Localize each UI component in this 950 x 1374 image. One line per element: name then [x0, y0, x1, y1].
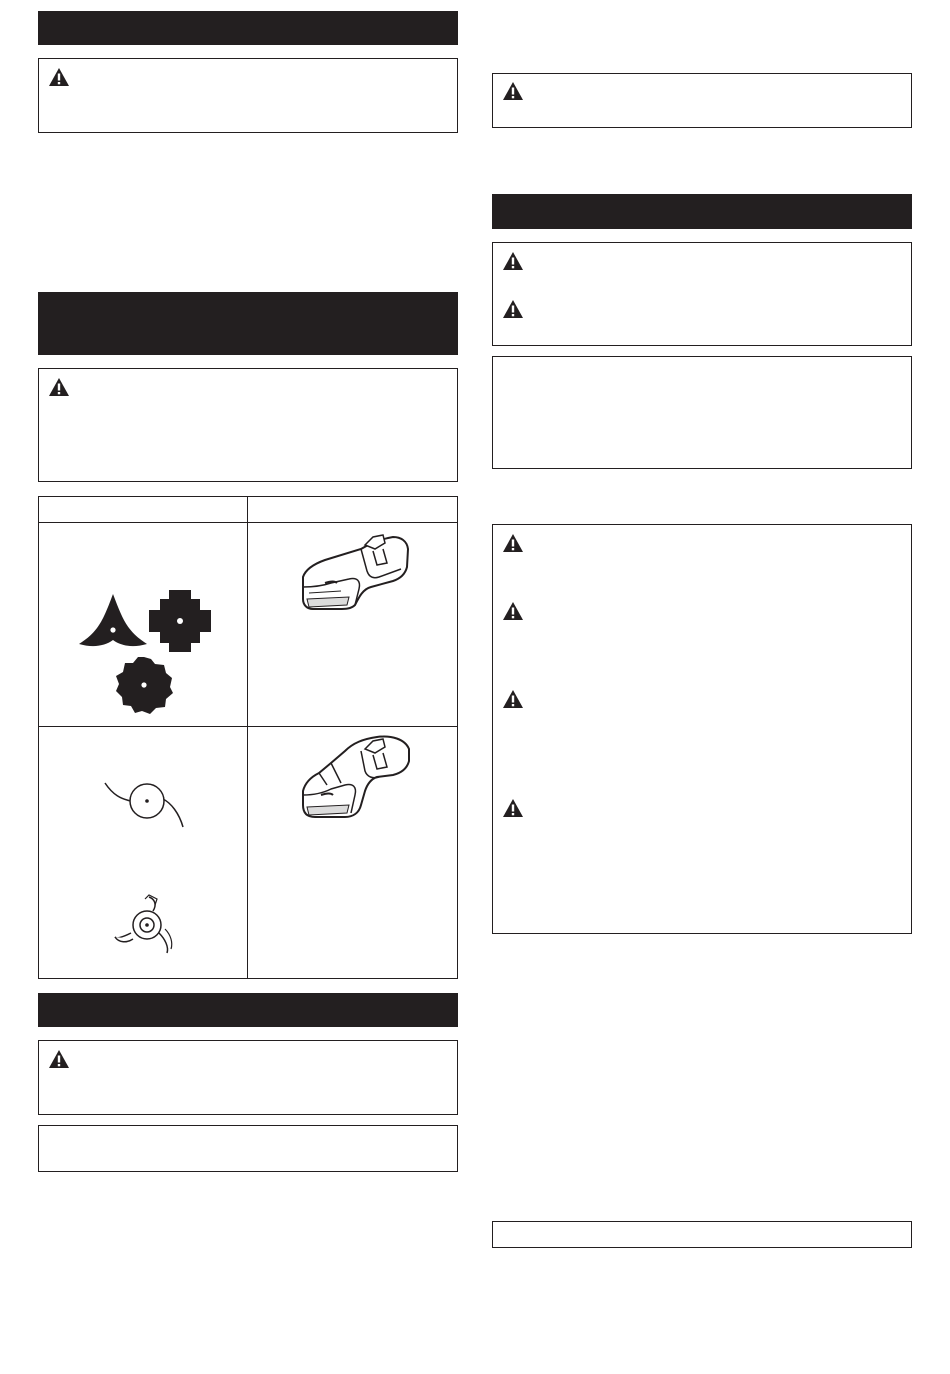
- section-header-bar-1: [38, 11, 458, 45]
- warning-triangle-icon: [502, 81, 524, 101]
- warning-triangle-icon: [502, 533, 524, 553]
- warning-box-5: [492, 242, 912, 346]
- warning-triangle-icon: [502, 601, 524, 621]
- warning-box-3: [38, 1040, 458, 1115]
- table-row-divider: [39, 726, 457, 727]
- warning-triangle-icon: [48, 1049, 70, 1069]
- warning-triangle-icon: [48, 377, 70, 397]
- table-column-divider: [247, 497, 248, 978]
- warning-box-6: [492, 524, 912, 934]
- warning-triangle-icon: [502, 689, 524, 709]
- plastic-blade-head-icon: [111, 893, 181, 955]
- notice-box-2: [492, 356, 912, 469]
- warning-box-2: [38, 368, 458, 482]
- three-tooth-blade-icon: [77, 592, 149, 652]
- eight-tooth-blade-icon: [113, 655, 175, 715]
- notice-box-1: [38, 1125, 458, 1172]
- section-header-bar-2: [38, 292, 458, 355]
- warning-box-4: [492, 73, 912, 128]
- warning-triangle-icon: [502, 798, 524, 818]
- cutting-tool-protector-table: [38, 496, 458, 979]
- warning-triangle-icon: [48, 67, 70, 87]
- section-header-bar-3: [38, 993, 458, 1027]
- table-header-divider: [39, 522, 457, 523]
- nylon-cutting-head-icon: [101, 777, 187, 829]
- blade-protector-icon: [301, 527, 411, 617]
- warning-box-1: [38, 58, 458, 133]
- notice-box-3: [492, 1221, 912, 1248]
- warning-triangle-icon: [502, 299, 524, 319]
- four-tooth-blade-icon: [147, 588, 213, 654]
- warning-triangle-icon: [502, 251, 524, 271]
- cutting-head-protector-icon: [301, 733, 413, 821]
- section-header-bar-4: [492, 194, 912, 229]
